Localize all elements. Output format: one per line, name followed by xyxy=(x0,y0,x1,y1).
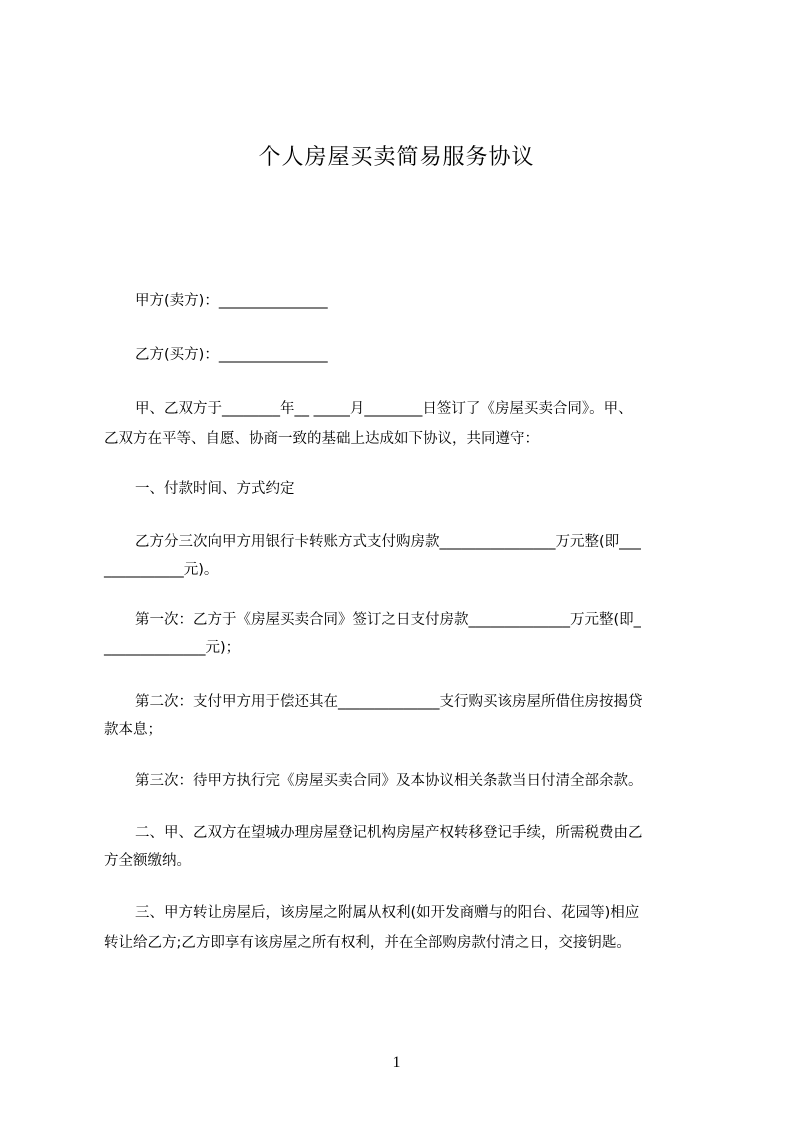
second-payment-line-1: 第二次：支付甲方用于偿还其在______________支行购买该房屋所借住房按揭贷 xyxy=(135,694,643,710)
preamble-line-1: 甲、乙双方于________年__ _____月________日签订了《房屋买卖合同》。甲、 xyxy=(135,401,633,417)
payment-method-line-1: 乙方分三次向甲方用银行卡转账方式支付购房款________________万元整(即___ xyxy=(135,534,641,550)
document-title: 个人房屋买卖简易服务协议 xyxy=(258,145,535,170)
second-payment-line-2: 款本息； xyxy=(104,722,162,738)
preamble-line-2: 乙双方在平等、自愿、协商一致的基础上达成如下协议，共同遵守： xyxy=(104,431,539,447)
section-2-line-1: 二、甲、乙双方在望城办理房屋登记机构房屋产权转移登记手续，所需税费由乙 xyxy=(135,825,643,841)
section-3-line-1: 三、甲方转让房屋后，该房屋之附属从权利(如开发商赠与的阳台、花园等)相应 xyxy=(135,905,640,921)
section-2-line-2: 方全额缴纳。 xyxy=(104,853,191,869)
seller-line: 甲方(卖方)：_______________ xyxy=(135,293,328,309)
first-payment-line-1: 第一次：乙方于《房屋买卖合同》签订之日支付房款______________万元整(即_ xyxy=(135,612,641,628)
page-number: 1 xyxy=(392,1054,401,1071)
section-1-heading: 一、付款时间、方式约定 xyxy=(135,481,295,497)
first-payment-line-2: ______________元)； xyxy=(104,640,241,656)
payment-method-line-2: ___________元)。 xyxy=(104,562,219,578)
section-3-line-2: 转让给乙方;乙方即享有该房屋之所有权利，并在全部购房款付清之日，交接钥匙。 xyxy=(104,935,631,951)
third-payment-line: 第三次：待甲方执行完《房屋买卖合同》及本协议相关条款当日付清全部余款。 xyxy=(135,773,643,789)
buyer-line: 乙方(买方)：_______________ xyxy=(135,347,328,363)
